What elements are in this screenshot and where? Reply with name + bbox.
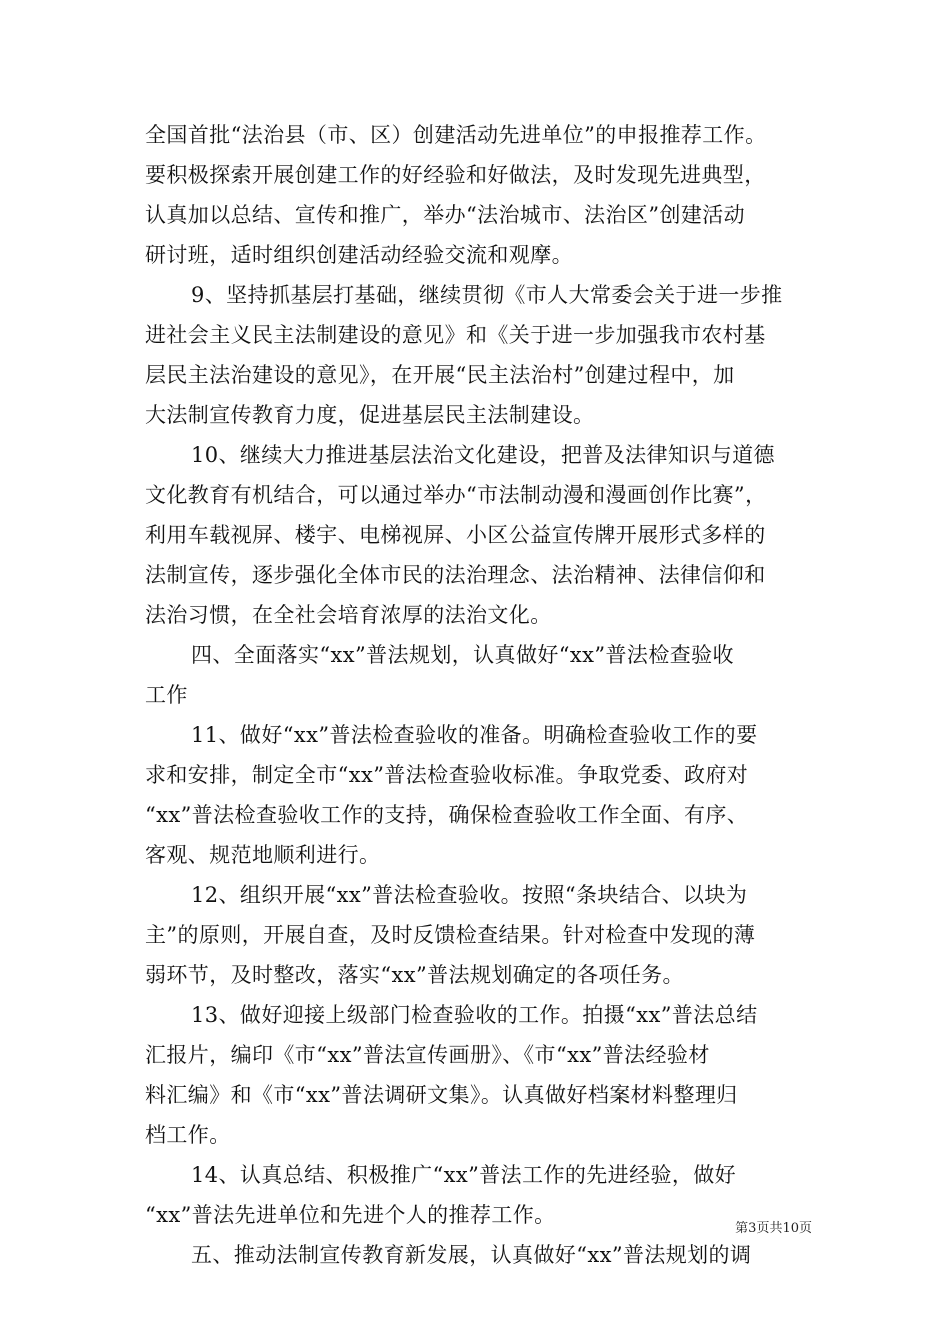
- text-line: 研讨班，适时组织创建活动经验交流和观摩。: [145, 243, 573, 267]
- text-line: 客观、规范地顺利进行。: [145, 843, 381, 867]
- body-text: [145, 115, 825, 1275]
- text-line: “xx”普法检查验收工作的支持，确保检查验收工作全面、有序、: [145, 803, 749, 827]
- text-line: 全国首批“法治县（市、区）创建活动先进单位”的申报推荐工作。: [145, 123, 767, 147]
- text-line: 弱环节，及时整改，落实“xx”普法规划确定的各项任务。: [145, 963, 684, 987]
- text-line: 文化教育有机结合，可以通过举办“市法制动漫和漫画创作比赛”，: [145, 483, 767, 507]
- paragraph-start-line: 11、做好“xx”普法检查验收的准备。明确检查验收工作的要: [191, 723, 758, 747]
- text-line: 层民主法治建设的意见》，在开展“民主法治村”创建过程中，加: [145, 363, 735, 387]
- text-line: 法制宣传，逐步强化全体市民的法治理念、法治精神、法律信仰和: [145, 563, 766, 587]
- text-line: 法治习惯，在全社会培育浓厚的法治文化。: [145, 603, 552, 627]
- text-line: 主”的原则，开展自查，及时反馈检查结果。针对检查中发现的薄: [145, 923, 756, 947]
- text-line: 档工作。: [145, 1123, 231, 1147]
- paragraph-start-line: 9、坚持抓基层打基础，继续贯彻《市人大常委会关于进一步推: [191, 283, 783, 307]
- paragraph-start-line: 10、继续大力推进基层法治文化建设，把普及法律知识与道德: [191, 443, 775, 467]
- paragraph-start-line: 12、组织开展“xx”普法检查验收。按照“条块结合、以块为: [191, 883, 748, 907]
- text-line: 求和安排，制定全市“xx”普法检查验收标准。争取党委、政府对: [145, 763, 749, 787]
- text-line: 大法制宣传教育力度，促进基层民主法制建设。: [145, 403, 595, 427]
- text-line: 料汇编》和《市“xx”普法调研文集》。认真做好档案材料整理归: [145, 1083, 738, 1107]
- section-heading-line: 五、推动法制宣传教育新发展，认真做好“xx”普法规划的调: [191, 1243, 752, 1267]
- text-line: 要积极探索开展创建工作的好经验和好做法，及时发现先进典型，: [145, 163, 766, 187]
- text-line: 认真加以总结、宣传和推广，举办“法治城市、法治区”创建活动: [145, 203, 746, 227]
- text-line: 汇报片，编印《市“xx”普法宣传画册》、《市“xx”普法经验材: [145, 1043, 710, 1067]
- text-line: “xx”普法先进单位和先进个人的推荐工作。: [145, 1203, 556, 1227]
- page-number-footer: 第3页共10页: [735, 1221, 812, 1236]
- section-heading-line: 四、全面落实“xx”普法规划，认真做好“xx”普法检查验收: [191, 643, 734, 667]
- text-line: 进社会主义民主法制建设的意见》和《关于进一步加强我市农村基: [145, 323, 766, 347]
- paragraph-start-line: 14、认真总结、积极推广“xx”普法工作的先进经验，做好: [191, 1163, 737, 1187]
- text-line: 利用车载视屏、楼宇、电梯视屏、小区公益宣传牌开展形式多样的: [145, 523, 766, 547]
- section-heading-line: 工作: [145, 683, 188, 707]
- paragraph-start-line: 13、做好迎接上级部门检查验收的工作。拍摄“xx”普法总结: [191, 1003, 758, 1027]
